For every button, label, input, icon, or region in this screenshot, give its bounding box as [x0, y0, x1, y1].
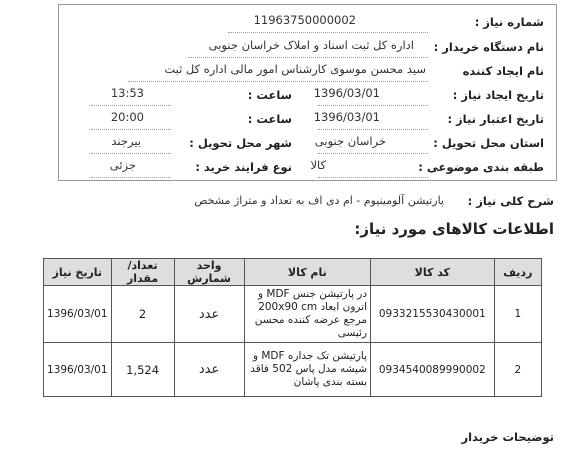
process-label: نوع فرایند خرید : — [195, 160, 292, 174]
province-value: خراسان جنوبی — [314, 134, 386, 148]
row-quantity: 1,524 — [111, 343, 174, 397]
category-label: طبقه بندی موضوعی : — [418, 160, 544, 174]
divider — [128, 81, 428, 82]
col-header-code: کد کالا — [371, 259, 495, 286]
row-code: 0934540089990002 — [371, 343, 495, 397]
validity-date-value: 1396/03/01 — [313, 110, 380, 124]
table-row — [44, 286, 542, 343]
row-name: در پارتیشن جنس MDF و اترون ابعاد 200x90 cm مرجع عرضه کننده محسن رئیسی — [244, 286, 370, 343]
description-label: شرح کلی نیاز : — [467, 194, 554, 208]
col-header-quantity: تعداد/ مقدار — [111, 259, 174, 286]
row-creator — [59, 62, 556, 82]
validity-time-label: ساعت : — [247, 112, 292, 126]
city-value: بیرجند — [111, 134, 141, 148]
divider — [91, 105, 171, 106]
tender-number-value: 11963750000002 — [253, 13, 356, 27]
created-date-value: 1396/03/01 — [313, 86, 380, 100]
row-name: پارتیشن تک جداره MDF و شیشه مدل پاس 502 فاقد بسته بندی پاشان — [244, 343, 370, 397]
row-code: 0933215530430001 — [371, 286, 495, 343]
divider — [318, 105, 428, 106]
city-label: شهر محل تحویل : — [189, 136, 292, 150]
row-created-date — [59, 86, 556, 106]
buyer-notes-label: توضیحات خریدار — [461, 430, 554, 444]
created-time-value: 13:53 — [110, 86, 144, 100]
row-unit: عدد — [174, 286, 244, 343]
row-category-process — [59, 158, 556, 178]
creator-label: نام ایجاد کننده — [462, 64, 544, 78]
created-date-label: تاریخ ایجاد نیاز : — [452, 88, 544, 102]
tender-info-box — [58, 4, 557, 181]
buyer-org-label: نام دستگاه خریدار : — [433, 40, 544, 54]
row-index: 2 — [494, 343, 541, 397]
divider — [91, 153, 171, 154]
category-value: کالا — [310, 158, 326, 172]
province-label: استان محل تحویل : — [433, 136, 544, 150]
col-header-unit: واحد شمارش — [174, 259, 244, 286]
row-date: 1396/03/01 — [44, 343, 112, 397]
row-validity-date — [59, 110, 556, 130]
table-row — [44, 343, 542, 397]
description-value: پارتیشن آلومینیوم - ام دی اف به تعداد و متراژ مشخص — [194, 194, 444, 207]
divider — [318, 153, 428, 154]
process-value: جزئی — [109, 158, 136, 172]
row-quantity: 2 — [111, 286, 174, 343]
validity-time-value: 20:00 — [110, 110, 144, 124]
divider — [228, 32, 428, 33]
col-header-date: تاریخ نیاز — [44, 259, 112, 286]
row-unit: عدد — [174, 343, 244, 397]
row-province-city — [59, 134, 556, 154]
col-header-index: ردیف — [494, 259, 541, 286]
goods-table — [43, 258, 542, 397]
goods-table-header — [44, 259, 542, 286]
validity-date-label: تاریخ اعتبار نیاز : — [447, 112, 544, 126]
row-date: 1396/03/01 — [44, 286, 112, 343]
goods-section-title: اطلاعات کالاهای مورد نیاز: — [354, 220, 554, 238]
col-header-name: نام کالا — [244, 259, 370, 286]
row-buyer-org — [59, 38, 556, 58]
row-index: 1 — [494, 286, 541, 343]
divider — [318, 177, 428, 178]
creator-value: سید محسن موسوی کارشناس امور مالی اداره کل ثبت — [164, 62, 426, 76]
divider — [91, 129, 171, 130]
divider — [318, 129, 428, 130]
created-time-label: ساعت : — [247, 88, 292, 102]
divider — [188, 57, 428, 58]
tender-number-label: شماره نیاز : — [474, 15, 544, 29]
buyer-org-value: اداره کل ثبت اسناد و املاک خراسان جنوبی — [208, 38, 414, 52]
divider — [91, 177, 171, 178]
row-tender-number — [59, 13, 556, 33]
